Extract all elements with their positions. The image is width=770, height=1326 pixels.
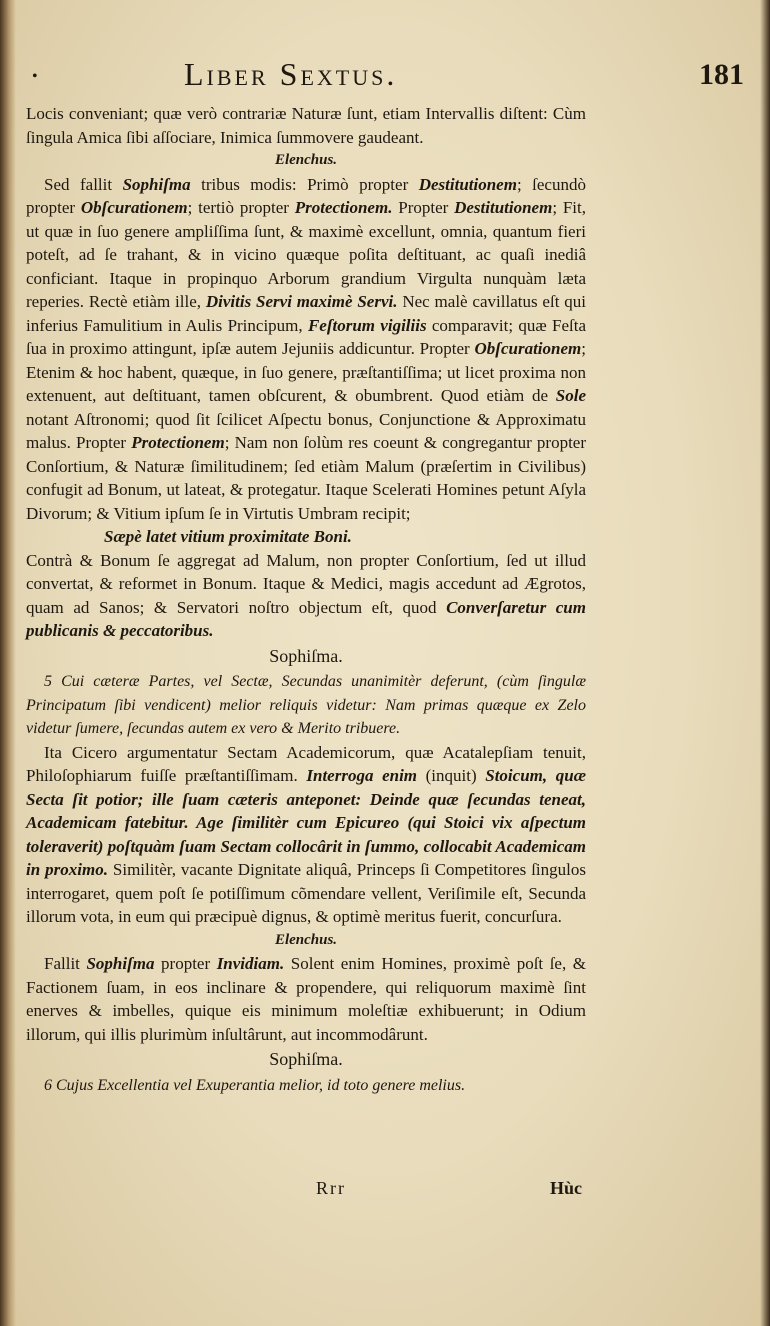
text-run: ; Nam non ſolùm res coeunt & congregantur propter Conſortium, & Naturæ ſimilitudinem; ſed etiàm Malum (præſertim in Civilibus) confugit ad Bonum, ut lateat, & protegatur. Itaque Scelerati Homines petunt Aſyla Divorum; & Vitium ipſum ſe in Virtutis Umbram recipit;	[26, 433, 586, 523]
italic-run: Converſaretur cum publicanis & peccatoribus.	[26, 597, 586, 640]
text-run: comparavit; quæ Feſta ſua in proximo attingunt, ipſæ autem Jejuniis addicuntur. Propter	[26, 315, 586, 358]
italic-run: Invidiam.	[216, 954, 285, 973]
page-footer	[26, 1178, 582, 1208]
catchword: Hùc	[549, 1178, 582, 1198]
text-run: Nec malè cavillatus eſt qui inferius Famulitium in Aulis Principum,	[26, 292, 586, 335]
text-run: tribus modis: Primò propter	[190, 174, 419, 194]
header-bullet: •	[32, 68, 38, 85]
italic-run: Feſtorum vigiliis	[307, 315, 427, 335]
italic-run: Sole	[555, 386, 586, 405]
text-run: ; Fit, ut quæ in ſuo genere ampliſſima ſunt, & maximè excellunt, omnia, quantum fieri poteſt, ad ſe trahant, & in vicino quæque poſita deſtituant, ac quaſi inediâ conficiant. Itaque in propinquo Arborum grandium Virgulta nunquàm læta reperies. Rectè etiàm ille,	[26, 198, 586, 311]
italic-run: Destitutionem	[418, 174, 517, 194]
page-body	[26, 102, 586, 1097]
text-run: Solent enim Homines, proximè poſt ſe, & Factionem ſuam, in eos inclinare & propendere, qui reliquorum maximè ſint enerves & imbelles, quique eis minimum moleſtiæ exhibuerunt; in Odium illorum, qui illis plurimùm inſultârunt, aut incommodârunt.	[26, 954, 586, 1044]
proposition-6: 6 Cujus Excellentia vel Exuperantia melior, id toto genere melius.	[44, 1076, 466, 1094]
paragraph-5	[26, 952, 586, 1046]
italic-run: Sophiſma	[122, 174, 191, 194]
maxim-line: Sæpè latet vitium proximitate Boni.	[104, 527, 352, 546]
page-number: 181	[699, 58, 744, 91]
italic-run: Divitis Servi maximè Servi.	[205, 292, 398, 311]
signature-mark: Rrr	[316, 1178, 346, 1198]
section-heading-elenchus-1: Elenchus.	[274, 152, 338, 168]
text-run: Contrà & Bonum ſe aggregat ad Malum, non propter Conſortium, ſed ut illud convertat, & reformet in Bonum. Itaque & Medici, magis accedunt ad Ægrotos, quam ad Sanos; & Servatori noſtro objectum eſt, quod	[26, 550, 586, 617]
text-run: Similitèr, vacante Dignitate aliquâ, Princeps ſi Competitores ſingulos interrogaret, quem poſt ſe potiſſimum cõmendare vellent, Veriſimile eſt, Secunda illorum vota, in eum qui præcipuè dignus, & optimè meritus fuerit, concurſura.	[26, 860, 586, 926]
italic-run: Interroga enim	[306, 766, 418, 785]
text-run: Sed fallit	[44, 174, 123, 194]
proposition-5: 5 Cui cæteræ Partes, vel Sectæ, Secundas unanimitèr deferunt, (cùm ſingulæ Principatum ſibi vendicent) melior reliquis videtur: Nam primas quæque ex Zelo videtur ſumere, ſecundas autem ex vero & Merito tribuere.	[26, 673, 586, 737]
paragraph-2	[26, 173, 586, 526]
text-run: Ita Cicero argumentatur Sectam Academicorum, quæ Acatalepſiam tenuit, Philoſophiarum fuiſſe præſtantiſſimam.	[26, 742, 586, 785]
italic-run: Protectionem	[131, 433, 225, 452]
section-heading-sophisma-6: Sophiſma.	[269, 1049, 343, 1069]
section-heading-sophisma-5: Sophiſma.	[269, 645, 343, 666]
paragraph-1: Locis conveniant; quæ verò contrariæ Naturæ ſunt, etiam Intervallis diſtent: Cùm ſingula Amica ſibi aſſociare, Inimica ſummovere gaudeant.	[26, 104, 586, 147]
text-run: (inquit)	[417, 766, 486, 785]
paragraph-3	[26, 549, 586, 643]
text-run: notant Aſtronomi; quod ſit ſcilicet Aſpectu bonus, Conjunctione & Approximatu malus. Propter	[26, 409, 586, 452]
italic-run: Stoicum, quæ Secta ſit potior; ille ſuam cæteris anteponet: Deinde quæ ſecundas teneat, Academicam fatebitur. Age ſimilitèr cum Epicureo (qui Stoici vix aſpectum toleraverit) poſtquàm ſuam Sectam collocârit in ſummo, collocabit Academicam in proximo.	[26, 766, 586, 879]
text-run: propter	[154, 954, 217, 973]
text-run: Propter	[392, 198, 455, 217]
text-run: ; tertiò propter	[187, 198, 295, 217]
italic-run: Sophiſma	[86, 954, 155, 973]
page-edge-shadow	[760, 0, 770, 1326]
italic-run: Protectionem.	[294, 198, 393, 217]
italic-run: Obſcurationem	[474, 339, 582, 358]
paragraph-4	[26, 741, 586, 929]
page-header	[22, 52, 744, 102]
italic-run: Destitutionem	[454, 198, 553, 217]
text-run: ; ſecundò propter	[26, 174, 586, 217]
running-title: Liber Sextus.	[184, 56, 398, 92]
page-gutter-shadow	[0, 0, 16, 1326]
text-run: ; Etenim & hoc habent, quæque, in ſuo genere, præſtantiſſima; ut licet proxima non extenuent, aut deſtituant, tamen obſcurent, & obumbrent. Quod etiàm de	[26, 339, 586, 405]
italic-run: Obſcurationem	[80, 198, 188, 217]
text-run: Fallit	[44, 954, 87, 973]
section-heading-elenchus-2: Elenchus.	[274, 931, 338, 948]
